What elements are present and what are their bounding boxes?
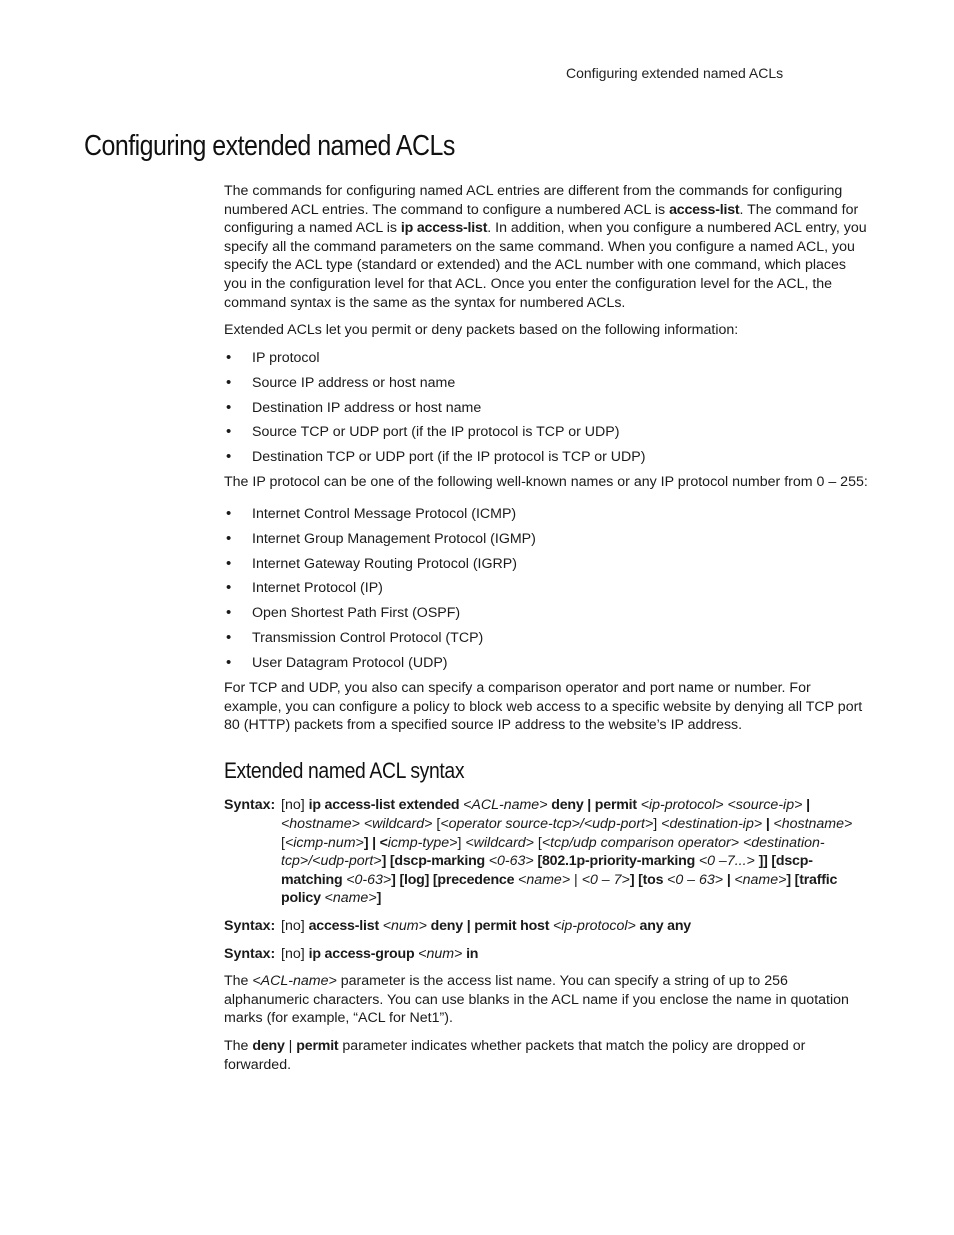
syntax-label: Syntax: bbox=[224, 917, 276, 934]
page-title: Configuring extended named ACLs bbox=[84, 130, 455, 162]
syntax-segment: < bbox=[379, 834, 388, 851]
tcp-udp-note-paragraph: For TCP and UDP, you also can specify a comparison operator and port name or number. For example, you can configure a policy to block web access to a specific website by denying all TCP port 80 (HTTP) packets from a specified source IP address to the website’s IP address. bbox=[224, 680, 863, 734]
syntax-segment: ] [tos bbox=[629, 871, 668, 888]
syntax-segment: <name> bbox=[324, 890, 377, 907]
list-item: • Internet Control Message Protocol (ICMP) bbox=[224, 505, 870, 524]
acl-name-param: <ACL-name> bbox=[252, 973, 337, 990]
intro-text-3: . In addition, when you configure a numbered ACL entry, you specify all the command parameters on the same command. When you configure a named ACL, you specify the ACL type (standard or extended) and the ACL number with one command, which places you in the configuration level for that ACL. Once you enter the configuration level for the ACL, the command syntax is the same as the syntax for numbered ACLs. bbox=[224, 220, 867, 311]
list-item: • Source TCP or UDP port (if the IP protocol is TCP or UDP) bbox=[224, 423, 870, 442]
list-item: • User Datagram Protocol (UDP) bbox=[224, 654, 870, 673]
syntax-segment: in bbox=[462, 945, 479, 962]
deny-permit-text-2: parameter indicates whether packets that match the policy are dropped or forwarded. bbox=[224, 1037, 806, 1073]
syntax-label: Syntax: bbox=[224, 797, 276, 814]
syntax-segment: ] | bbox=[363, 834, 380, 851]
syntax-segment: <0 – 63> bbox=[667, 871, 724, 888]
syntax-segment: <hostname> <wildcard> bbox=[281, 816, 433, 832]
list-item: • IP protocol bbox=[224, 349, 870, 368]
intro-paragraph bbox=[224, 182, 870, 312]
section-title: Extended named ACL syntax bbox=[224, 757, 465, 783]
syntax-block-3 bbox=[224, 945, 870, 964]
syntax-segment: <0-63> bbox=[488, 853, 534, 870]
list-item: • Open Shortest Path First (OSPF) bbox=[224, 604, 870, 623]
syntax-segment: <ip-protocol> <source-ip> bbox=[640, 797, 803, 814]
list-item: • Internet Group Management Protocol (IGMP) bbox=[224, 530, 870, 549]
syntax-segment: ]] [dscp-matching bbox=[281, 853, 813, 888]
syntax-segment: | bbox=[723, 871, 735, 888]
syntax-segment: | bbox=[762, 816, 774, 832]
protocol-intro-paragraph: The IP protocol can be one of the following well-known names or any IP protocol number from 0 – 255: bbox=[224, 474, 868, 491]
syntax-segment: <num> bbox=[382, 917, 427, 934]
syntax-segment: <hostname> bbox=[773, 816, 853, 832]
syntax-segment: <operator source-tcp>/<udp-port> bbox=[440, 816, 654, 832]
syntax-segment: ] bbox=[376, 890, 382, 907]
syntax-segment: <destination-ip> bbox=[661, 816, 763, 832]
acl-name-text-2: parameter is the access list name. You can specify a string of up to 256 alphanumeric characters. You can use blanks in the ACL name if you enclose the name in quotation marks (for example, “ACL for Net1”). bbox=[224, 973, 849, 1027]
protocol-list bbox=[224, 505, 870, 673]
syntax-segment: ] [log] [precedence bbox=[391, 871, 519, 888]
intro-text-2: . The command for configuring a named ACL is bbox=[224, 201, 859, 237]
command-access-list: access-list bbox=[669, 201, 740, 218]
syntax-segment: | bbox=[802, 797, 810, 814]
intro-text-1: The commands for configuring named ACL entries are different from the commands for configuring numbered ACL entries. The command to configure a numbered ACL is bbox=[224, 183, 843, 218]
syntax-segment: <num> bbox=[418, 945, 463, 962]
syntax-segment: <wildcard> bbox=[465, 834, 534, 851]
deny-permit-paragraph bbox=[224, 1037, 870, 1074]
syntax-segment: [ bbox=[281, 834, 285, 851]
deny-permit-separator: | bbox=[284, 1037, 297, 1054]
command-ip-access-list: ip access-list bbox=[400, 220, 488, 237]
syntax-segment: ip access-group bbox=[308, 945, 419, 962]
syntax-label: Syntax: bbox=[224, 945, 276, 962]
syntax-segment: icmp-type> bbox=[387, 834, 458, 851]
syntax-segment: <icmp-num> bbox=[284, 834, 364, 851]
syntax-segment: <ACL-name> bbox=[463, 797, 548, 814]
syntax-segment: any any bbox=[635, 917, 691, 934]
deny-keyword: deny bbox=[252, 1037, 285, 1054]
syntax-segment: [ bbox=[533, 834, 542, 851]
syntax-segment: ] bbox=[653, 816, 662, 832]
syntax-segment: <tcp/udp comparison operator> <destination-tcp>/<udp-port> bbox=[281, 834, 825, 870]
syntax-segment: [ bbox=[432, 816, 441, 832]
list-item: • Destination IP address or host name bbox=[224, 399, 870, 418]
syntax-segment: access-list bbox=[308, 917, 383, 934]
syntax-text-2 bbox=[281, 918, 691, 934]
syntax-text-3 bbox=[281, 946, 478, 962]
syntax-segment: deny | permit host bbox=[426, 917, 553, 934]
syntax-segment: ] [traffic policy bbox=[281, 871, 838, 907]
syntax-segment: [no] bbox=[281, 945, 309, 962]
syntax-segment: <0 – 7> bbox=[581, 871, 630, 888]
syntax-segment: [no] bbox=[281, 917, 309, 934]
list-item: • Destination TCP or UDP port (if the IP protocol is TCP or UDP) bbox=[224, 448, 870, 467]
main-content bbox=[224, 182, 870, 1083]
running-header: Configuring extended named ACLs bbox=[566, 65, 784, 81]
syntax-segment: ] bbox=[457, 834, 466, 851]
syntax-segment: <name> bbox=[518, 871, 571, 888]
list-item: • Internet Protocol (IP) bbox=[224, 579, 870, 598]
acl-name-text-1: The bbox=[224, 973, 253, 990]
syntax-segment: <ip-protocol> bbox=[553, 917, 636, 934]
syntax-text-1 bbox=[281, 797, 852, 906]
syntax-segment: ip access-list extended bbox=[308, 797, 464, 814]
syntax-segment: <0-63> bbox=[346, 871, 392, 888]
syntax-segment: | bbox=[570, 871, 582, 888]
permit-keyword: permit bbox=[296, 1037, 339, 1054]
syntax-segment: deny | permit bbox=[547, 797, 641, 814]
deny-permit-text-1: The bbox=[224, 1037, 253, 1054]
info-list bbox=[224, 349, 870, 467]
list-item: • Internet Gateway Routing Protocol (IGRP) bbox=[224, 555, 870, 574]
syntax-segment: ] [dscp-marking bbox=[381, 853, 489, 870]
syntax-segment: [802.1p-priority-marking bbox=[533, 853, 699, 870]
syntax-block-1 bbox=[224, 796, 870, 908]
syntax-segment: <0 –7...> bbox=[698, 853, 755, 870]
permit-intro-paragraph: Extended ACLs let you permit or deny packets based on the following information: bbox=[224, 322, 739, 339]
syntax-segment: [no] bbox=[281, 797, 309, 814]
syntax-block-2 bbox=[224, 917, 870, 936]
list-item: • Source IP address or host name bbox=[224, 374, 870, 393]
acl-name-paragraph bbox=[224, 972, 870, 1028]
syntax-segment: <name> bbox=[734, 871, 787, 888]
list-item: • Transmission Control Protocol (TCP) bbox=[224, 629, 870, 648]
